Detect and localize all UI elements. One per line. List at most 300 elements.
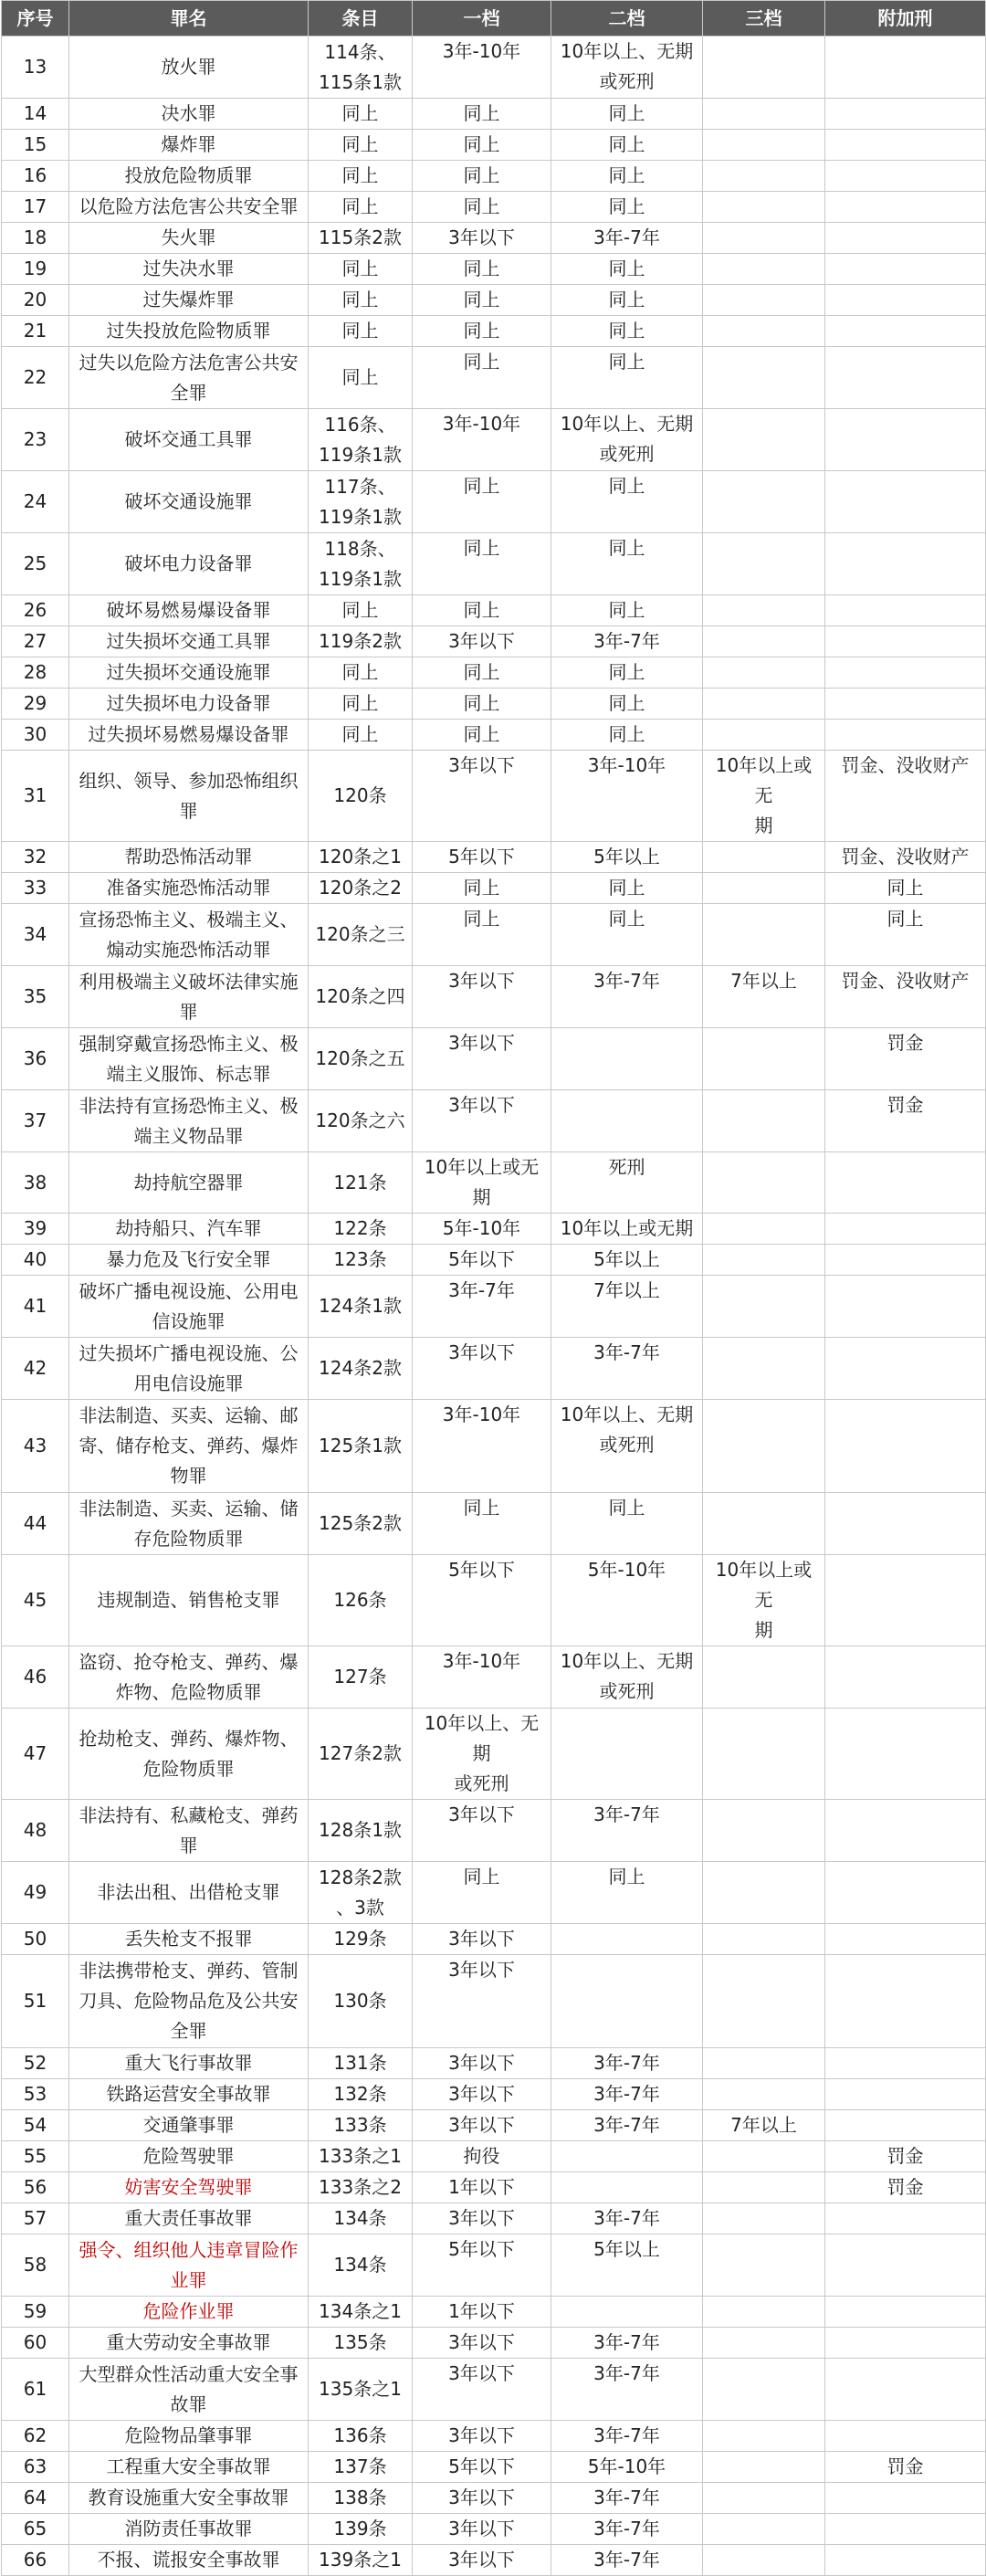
header-tier-1: 一档 [413,1,551,37]
cell-tier-1: 3年以下 [413,966,551,1028]
cell-crime-name: 劫持航空器罪 [69,1152,309,1214]
cell-tier-3 [703,1214,825,1245]
cell-index: 61 [2,2359,69,2421]
cell-tier-1: 3年以下 [413,2203,551,2234]
cell-additional-penalty [825,689,986,720]
cell-tier-2: 死刑 [551,1152,703,1214]
cell-index: 27 [2,626,69,657]
cell-crime-name: 重大飞行事故罪 [69,2048,309,2079]
cell-tier-1: 同上 [413,657,551,689]
cell-tier-1: 同上 [413,192,551,223]
cell-index: 14 [2,99,69,130]
cell-additional-penalty [825,1800,986,1862]
cell-tier-3 [703,1493,825,1555]
cell-additional-penalty: 同上 [825,873,986,904]
cell-tier-3 [703,471,825,533]
cell-index: 56 [2,2172,69,2203]
cell-index: 32 [2,842,69,873]
cell-tier-2 [551,2172,703,2203]
cell-article: 同上 [309,689,413,720]
cell-tier-2: 同上 [551,1862,703,1924]
cell-index: 55 [2,2141,69,2172]
header-crime-name: 罪名 [69,1,309,37]
header-tier-3: 三档 [703,1,825,37]
cell-tier-1: 3年以下 [413,1924,551,1955]
cell-index: 36 [2,1028,69,1090]
cell-tier-2: 3年-7年 [551,2545,703,2576]
cell-tier-1: 同上 [413,689,551,720]
cell-additional-penalty [825,1924,986,1955]
cell-tier-2: 5年以上 [551,2234,703,2297]
cell-tier-1: 同上 [413,595,551,626]
table-row [2,2545,986,2576]
cell-tier-2 [551,1924,703,1955]
cell-index: 44 [2,1493,69,1555]
cell-index: 53 [2,2079,69,2110]
cell-index: 66 [2,2545,69,2576]
cell-tier-2: 3年-7年 [551,2079,703,2110]
table-row [2,873,986,904]
cell-article: 130条 [309,1955,413,2048]
cell-article: 135条之1 [309,2359,413,2421]
cell-additional-penalty [825,2203,986,2234]
table-row [2,1090,986,1152]
cell-index: 64 [2,2483,69,2514]
cell-tier-1: 3年以下 [413,1800,551,1862]
cell-index: 30 [2,720,69,751]
cell-tier-1: 5年以下 [413,1555,551,1646]
cell-index: 31 [2,751,69,842]
cell-crime-name: 劫持船只、汽车罪 [69,1214,309,1245]
cell-tier-3: 10年以上或无 期 [703,751,825,842]
cell-tier-3 [703,657,825,689]
cell-tier-3 [703,720,825,751]
cell-tier-1: 同上 [413,254,551,285]
cell-crime-name: 过失损坏交通设施罪 [69,657,309,689]
cell-article: 同上 [309,254,413,285]
cell-article: 114条、 115条1款 [309,37,413,99]
cell-tier-2 [551,2297,703,2328]
cell-tier-1: 3年-10年 [413,37,551,99]
cell-tier-1: 1年以下 [413,2172,551,2203]
table-row [2,1493,986,1555]
cell-tier-3 [703,2234,825,2297]
cell-tier-1: 3年以下 [413,1338,551,1400]
cell-tier-3 [703,2483,825,2514]
cell-crime-name: 失火罪 [69,223,309,254]
cell-crime-name: 丢失枪支不报罪 [69,1924,309,1955]
cell-crime-name: 非法制造、买卖、运输、邮 寄、储存枪支、弹药、爆炸 物罪 [69,1400,309,1493]
cell-index: 59 [2,2297,69,2328]
cell-tier-3 [703,533,825,595]
cell-index: 28 [2,657,69,689]
table-row [2,1924,986,1955]
cell-article: 134条 [309,2234,413,2297]
cell-tier-3 [703,192,825,223]
cell-tier-2: 3年-7年 [551,2483,703,2514]
cell-tier-2: 3年-7年 [551,2328,703,2359]
cell-article: 125条2款 [309,1493,413,1555]
header-index: 序号 [2,1,69,37]
cell-tier-3 [703,1955,825,2048]
cell-article: 121条 [309,1152,413,1214]
cell-article: 131条 [309,2048,413,2079]
cell-article: 同上 [309,720,413,751]
cell-tier-1: 3年以下 [413,2514,551,2545]
header-tier-2: 二档 [551,1,703,37]
cell-tier-1: 3年以下 [413,1028,551,1090]
cell-crime-name: 过失投放危险物质罪 [69,316,309,347]
cell-tier-1: 10年以上或无期 [413,1152,551,1214]
cell-additional-penalty [825,285,986,316]
cell-index: 57 [2,2203,69,2234]
table-row [2,347,986,409]
cell-additional-penalty [825,657,986,689]
cell-article: 115条2款 [309,223,413,254]
cell-tier-3 [703,1924,825,1955]
table-row [2,2483,986,2514]
cell-tier-2: 同上 [551,657,703,689]
cell-tier-3 [703,99,825,130]
cell-tier-3 [703,2141,825,2172]
cell-article: 124条2款 [309,1338,413,1400]
cell-tier-2: 10年以上、无期 或死刑 [551,1646,703,1709]
cell-tier-3 [703,2359,825,2421]
cell-article: 120条之六 [309,1090,413,1152]
cell-additional-penalty [825,595,986,626]
cell-tier-3 [703,285,825,316]
cell-tier-2: 5年以上 [551,1245,703,1276]
cell-additional-penalty [825,2359,986,2421]
cell-tier-3 [703,223,825,254]
cell-crime-name: 破坏广播电视设施、公用电 信设施罪 [69,1276,309,1338]
table-row [2,1400,986,1493]
cell-tier-1: 3年以下 [413,2328,551,2359]
cell-additional-penalty [825,316,986,347]
cell-additional-penalty [825,223,986,254]
cell-crime-name: 抢劫枪支、弹药、爆炸物、 危险物质罪 [69,1709,309,1800]
cell-crime-name: 违规制造、销售枪支罪 [69,1555,309,1646]
cell-article: 132条 [309,2079,413,2110]
cell-index: 50 [2,1924,69,1955]
cell-index: 34 [2,904,69,966]
cell-tier-2: 同上 [551,99,703,130]
cell-article: 133条之1 [309,2141,413,2172]
cell-article: 126条 [309,1555,413,1646]
cell-additional-penalty [825,2048,986,2079]
cell-article: 122条 [309,1214,413,1245]
cell-crime-name: 爆炸罪 [69,130,309,161]
table-row [2,1214,986,1245]
cell-index: 60 [2,2328,69,2359]
cell-article: 127条2款 [309,1709,413,1800]
cell-additional-penalty [825,1555,986,1646]
cell-crime-name: 破坏交通设施罪 [69,471,309,533]
cell-tier-1: 同上 [413,904,551,966]
table-row [2,2079,986,2110]
cell-article: 同上 [309,285,413,316]
cell-tier-3 [703,873,825,904]
cell-tier-1: 同上 [413,285,551,316]
cell-tier-1: 5年以下 [413,2452,551,2483]
cell-article: 135条 [309,2328,413,2359]
table-row [2,1245,986,1276]
cell-index: 41 [2,1276,69,1338]
cell-additional-penalty: 罚金、没收财产 [825,842,986,873]
table-row [2,1276,986,1338]
cell-tier-1: 3年以下 [413,2048,551,2079]
cell-tier-2: 同上 [551,595,703,626]
cell-tier-2: 同上 [551,533,703,595]
cell-crime-name: 强令、组织他人违章冒险作 业罪 [69,2234,309,2297]
cell-index: 37 [2,1090,69,1152]
cell-tier-1: 5年以下 [413,842,551,873]
cell-index: 58 [2,2234,69,2297]
cell-tier-3: 7年以上 [703,966,825,1028]
cell-tier-1: 同上 [413,130,551,161]
cell-tier-3 [703,2328,825,2359]
cell-crime-name: 帮助恐怖活动罪 [69,842,309,873]
cell-tier-3 [703,904,825,966]
cell-tier-2: 同上 [551,347,703,409]
cell-tier-1: 同上 [413,161,551,192]
cell-additional-penalty [825,2234,986,2297]
cell-crime-name: 投放危险物质罪 [69,161,309,192]
cell-index: 47 [2,1709,69,1800]
cell-tier-3 [703,626,825,657]
cell-tier-3 [703,1800,825,1862]
cell-tier-2: 同上 [551,254,703,285]
cell-additional-penalty [825,533,986,595]
cell-index: 48 [2,1800,69,1862]
cell-article: 同上 [309,347,413,409]
cell-crime-name: 大型群众性活动重大安全事 故罪 [69,2359,309,2421]
table-header-row [2,1,986,37]
cell-index: 25 [2,533,69,595]
cell-tier-1: 3年以下 [413,2359,551,2421]
cell-tier-3 [703,1338,825,1400]
table-row [2,1709,986,1800]
cell-article: 116条、 119条1款 [309,409,413,471]
cell-tier-2: 3年-7年 [551,1800,703,1862]
cell-crime-name: 以危险方法危害公共安全罪 [69,192,309,223]
cell-crime-name: 危险驾驶罪 [69,2141,309,2172]
cell-tier-1: 5年-10年 [413,1214,551,1245]
cell-additional-penalty [825,161,986,192]
cell-crime-name: 利用极端主义破坏法律实施 罪 [69,966,309,1028]
cell-tier-1: 同上 [413,347,551,409]
cell-tier-1: 同上 [413,720,551,751]
cell-tier-2: 3年-7年 [551,966,703,1028]
cell-index: 17 [2,192,69,223]
cell-crime-name: 过失损坏电力设备罪 [69,689,309,720]
cell-article: 125条1款 [309,1400,413,1493]
cell-tier-1: 同上 [413,316,551,347]
cell-tier-2: 3年-7年 [551,2048,703,2079]
cell-index: 38 [2,1152,69,1214]
cell-tier-2: 同上 [551,720,703,751]
cell-tier-2 [551,1028,703,1090]
cell-tier-2: 同上 [551,873,703,904]
cell-tier-1: 5年以下 [413,2234,551,2297]
table-row [2,471,986,533]
cell-crime-name: 过失爆炸罪 [69,285,309,316]
cell-tier-2: 同上 [551,689,703,720]
cell-tier-2: 3年-7年 [551,2203,703,2234]
cell-article: 134条之1 [309,2297,413,2328]
cell-crime-name: 重大责任事故罪 [69,2203,309,2234]
cell-additional-penalty [825,1493,986,1555]
table-row [2,1955,986,2048]
cell-tier-1: 3年-7年 [413,1276,551,1338]
cell-tier-3 [703,2514,825,2545]
cell-index: 35 [2,966,69,1028]
table-row [2,966,986,1028]
cell-index: 18 [2,223,69,254]
table-row [2,626,986,657]
cell-additional-penalty [825,1245,986,1276]
cell-tier-3 [703,2297,825,2328]
table-row [2,657,986,689]
cell-tier-2: 5年以上 [551,842,703,873]
cell-article: 124条1款 [309,1276,413,1338]
cell-additional-penalty [825,347,986,409]
cell-tier-3 [703,1152,825,1214]
cell-index: 29 [2,689,69,720]
table-body [2,37,986,2576]
cell-crime-name: 非法出租、出借枪支罪 [69,1862,309,1924]
cell-additional-penalty [825,1400,986,1493]
table-row [2,223,986,254]
cell-crime-name: 危险作业罪 [69,2297,309,2328]
cell-tier-1: 3年以下 [413,2110,551,2141]
table-row [2,2141,986,2172]
cell-crime-name: 决水罪 [69,99,309,130]
cell-tier-3 [703,347,825,409]
cell-tier-2 [551,1955,703,2048]
cell-tier-1: 同上 [413,99,551,130]
cell-additional-penalty [825,254,986,285]
cell-tier-1: 3年以下 [413,2079,551,2110]
cell-tier-1: 同上 [413,873,551,904]
cell-tier-1: 3年以下 [413,223,551,254]
cell-article: 138条 [309,2483,413,2514]
cell-article: 同上 [309,316,413,347]
cell-additional-penalty: 罚金 [825,2141,986,2172]
cell-index: 45 [2,1555,69,1646]
cell-additional-penalty [825,626,986,657]
cell-tier-2: 3年-7年 [551,2359,703,2421]
cell-tier-2: 同上 [551,1493,703,1555]
cell-index: 15 [2,130,69,161]
table-row [2,2203,986,2234]
cell-article: 129条 [309,1924,413,1955]
table-row [2,2048,986,2079]
table-row [2,2297,986,2328]
cell-index: 16 [2,161,69,192]
table-row [2,1800,986,1862]
cell-index: 42 [2,1338,69,1400]
cell-article: 120条之五 [309,1028,413,1090]
table-row [2,720,986,751]
cell-tier-2: 3年-7年 [551,626,703,657]
cell-additional-penalty [825,2079,986,2110]
table-row [2,2172,986,2203]
cell-index: 21 [2,316,69,347]
cell-tier-3 [703,37,825,99]
cell-article: 同上 [309,192,413,223]
cell-article: 123条 [309,1245,413,1276]
cell-tier-3 [703,1245,825,1276]
table-row [2,689,986,720]
table-row [2,254,986,285]
cell-crime-name: 放火罪 [69,37,309,99]
cell-tier-2: 3年-7年 [551,2421,703,2452]
table-row [2,842,986,873]
cell-article: 120条之四 [309,966,413,1028]
crime-table [1,0,986,2576]
header-additional-penalty: 附加刑 [825,1,986,37]
header-article: 条目 [309,1,413,37]
cell-additional-penalty: 罚金 [825,1090,986,1152]
cell-article: 120条之三 [309,904,413,966]
cell-additional-penalty [825,37,986,99]
cell-crime-name: 过失决水罪 [69,254,309,285]
cell-additional-penalty [825,2328,986,2359]
cell-additional-penalty: 同上 [825,904,986,966]
cell-crime-name: 准备实施恐怖活动罪 [69,873,309,904]
cell-crime-name: 妨害安全驾驶罪 [69,2172,309,2203]
cell-crime-name: 非法持有宣扬恐怖主义、极 端主义物品罪 [69,1090,309,1152]
cell-tier-1: 拘役 [413,2141,551,2172]
table-row [2,1028,986,1090]
cell-index: 40 [2,1245,69,1276]
cell-article: 128条2款 、3款 [309,1862,413,1924]
cell-tier-1: 1年以下 [413,2297,551,2328]
cell-tier-1: 10年以上、无期 或死刑 [413,1709,551,1800]
cell-tier-1: 同上 [413,533,551,595]
cell-tier-2: 3年-7年 [551,2110,703,2141]
cell-additional-penalty: 罚金 [825,1028,986,1090]
cell-additional-penalty [825,130,986,161]
cell-tier-3 [703,1646,825,1709]
cell-additional-penalty [825,2545,986,2576]
cell-article: 127条 [309,1646,413,1709]
cell-tier-2: 同上 [551,192,703,223]
cell-tier-2: 3年-7年 [551,223,703,254]
table-row [2,130,986,161]
cell-tier-3 [703,1709,825,1800]
table-row [2,1152,986,1214]
cell-crime-name: 过失以危险方法危害公共安 全罪 [69,347,309,409]
cell-tier-3 [703,1276,825,1338]
table-row [2,2234,986,2297]
table-row [2,751,986,842]
table-row [2,409,986,471]
table-row [2,1338,986,1400]
cell-tier-3 [703,689,825,720]
cell-article: 117条、 119条1款 [309,471,413,533]
cell-crime-name: 交通肇事罪 [69,2110,309,2141]
cell-crime-name: 非法持有、私藏枪支、弹药 罪 [69,1800,309,1862]
cell-crime-name: 重大劳动安全事故罪 [69,2328,309,2359]
cell-tier-2: 3年-10年 [551,751,703,842]
table-row [2,533,986,595]
cell-additional-penalty [825,2421,986,2452]
table-row [2,2421,986,2452]
table-row [2,1862,986,1924]
cell-crime-name: 消防责任事故罪 [69,2514,309,2545]
